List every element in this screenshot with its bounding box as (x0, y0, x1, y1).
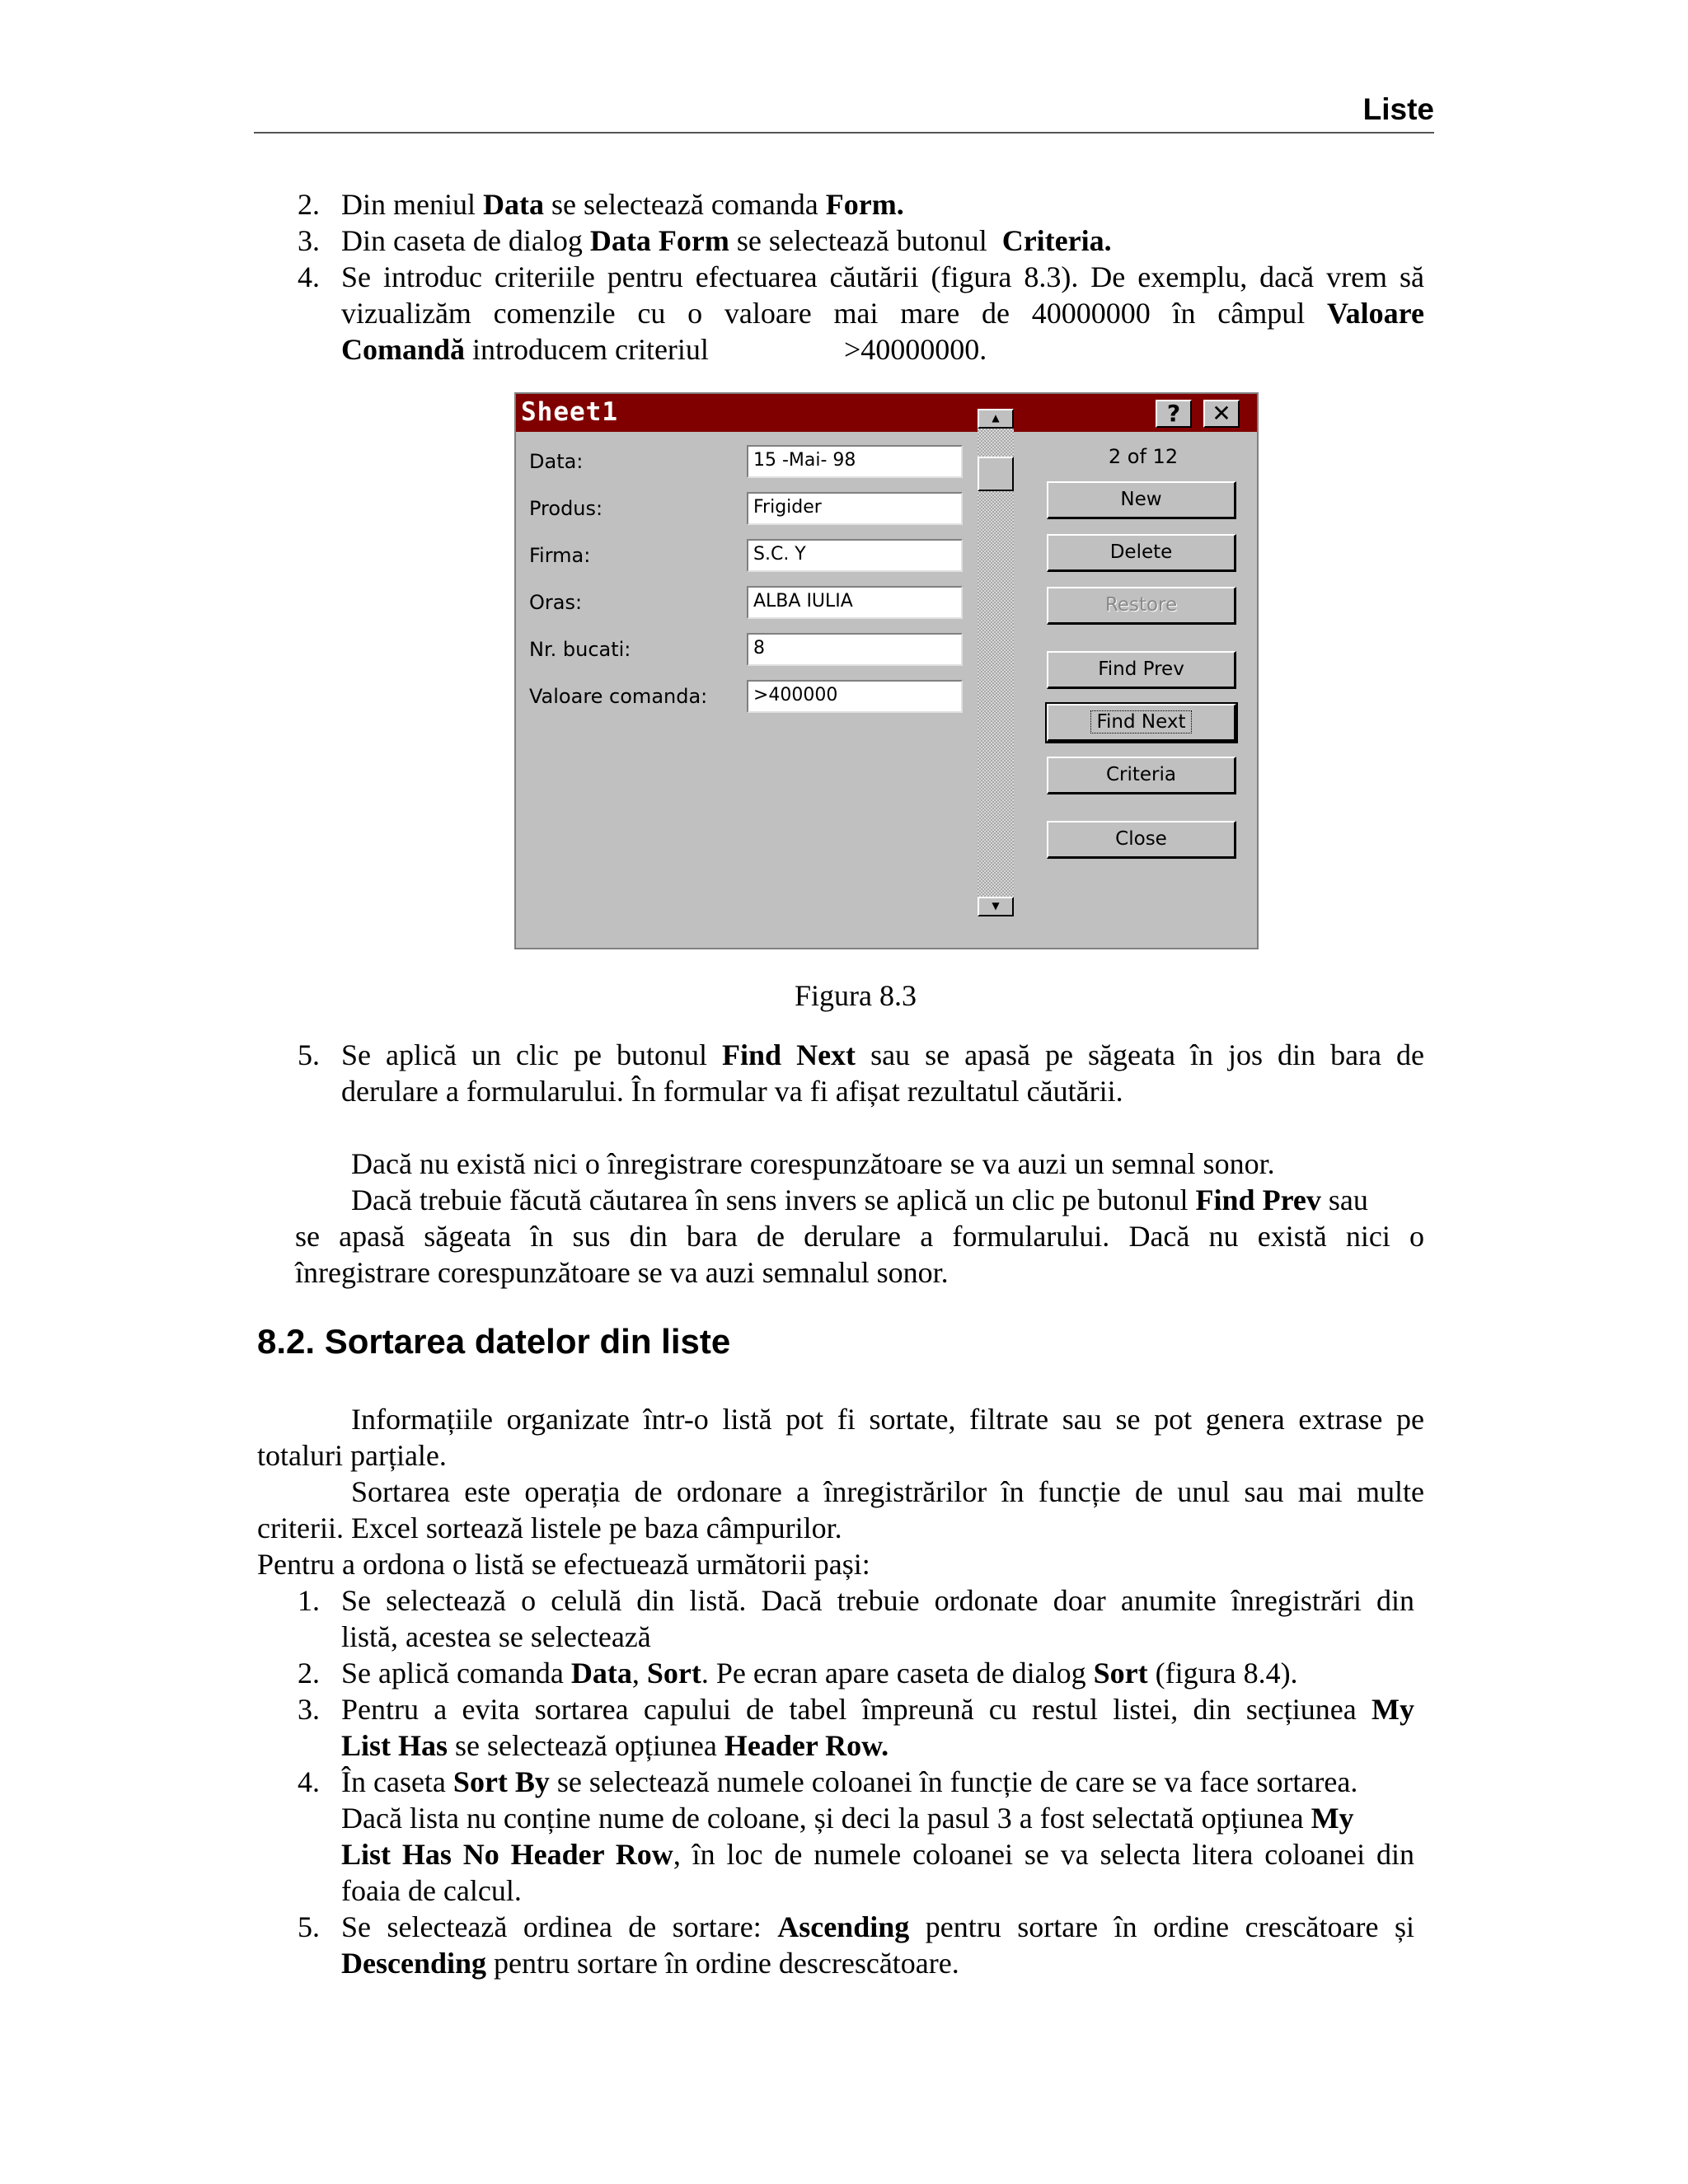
step-number: 4. (298, 260, 320, 293)
paragraph: Pentru a ordona o listă se efectuează următorii pași: (257, 1548, 870, 1581)
step-text: foaia de calcul. (341, 1874, 522, 1907)
close-icon[interactable]: ✕ (1203, 400, 1240, 428)
section-heading: 8.2. Sortarea datelor din liste (257, 1322, 731, 1361)
step-text: listă, acestea se selectează (341, 1620, 651, 1653)
find-next-button[interactable] (1047, 704, 1236, 742)
step-text: În caseta Sort By se selectează numele coloanei în funcție de care se va face sortarea. (341, 1765, 1358, 1798)
note-paragraph: înregistrare corespunzătoare se va auzi semnalul sonor. (295, 1256, 949, 1289)
step-text: List Has No Header Row, în loc de numele coloanei se va selecta litera coloanei din (341, 1838, 1415, 1871)
step-number: 3. (298, 224, 320, 257)
valoare-comanda-input[interactable]: >400000 (747, 680, 963, 713)
close-button[interactable]: Close (1047, 821, 1236, 859)
field-label-data: Data: (529, 450, 584, 473)
step-number: 1. (298, 1584, 320, 1617)
step-text: Se aplică comanda Data, Sort. Pe ecran apare caseta de dialog Sort (figura 8.4). (341, 1657, 1298, 1690)
step-number: 2. (298, 188, 320, 221)
find-next-label: Find Next (1090, 710, 1191, 733)
note-paragraph: Dacă nu există nici o înregistrare corespunzătoare se va auzi un semnal sonor. (351, 1147, 1275, 1180)
step-text: Pentru a evita sortarea capului de tabel împreună cu restul listei, din secțiunea My (341, 1693, 1414, 1726)
step-text: Dacă lista nu conține nume de coloane, și deci la pasul 3 a fost selectată opțiunea My (341, 1802, 1354, 1835)
firma-input[interactable]: S.C. Y (747, 539, 963, 572)
data-input[interactable]: 15 -Mai- 98 (747, 445, 963, 478)
step-number: 5. (298, 1038, 320, 1071)
step-text: List Has se selectează opțiunea Header Row. (341, 1729, 889, 1762)
step-text: vizualizăm comenzile cu o valoare mai mare de 40000000 în câmpul Valoare (341, 297, 1424, 330)
header-title: Liste (1362, 92, 1434, 126)
field-label-firma: Firma: (529, 544, 591, 567)
paragraph: Sortarea este operația de ordonare a înregistrărilor în funcție de unul sau mai multe (351, 1475, 1424, 1508)
field-label-oras: Oras: (529, 591, 583, 614)
scroll-down-button[interactable]: ▼ (978, 897, 1014, 916)
step-number: 2. (298, 1657, 320, 1690)
paragraph: totaluri parțiale. (257, 1439, 447, 1472)
record-scrollbar[interactable] (978, 409, 1014, 916)
field-label-produs: Produs: (529, 497, 603, 520)
data-form-dialog (514, 392, 1259, 949)
record-counter: 2 of 12 (1108, 445, 1179, 468)
restore-button[interactable]: Restore (1047, 587, 1236, 625)
step-text: Din caseta de dialog Data Form se selectează butonul Criteria. (341, 224, 1112, 257)
step-text: Se selectează o celulă din listă. Dacă trebuie ordonate doar anumite înregistrări din (341, 1584, 1414, 1617)
nr-bucati-input[interactable]: 8 (747, 633, 963, 666)
oras-input[interactable]: ALBA IULIA (747, 586, 963, 619)
note-paragraph: Dacă trebuie făcută căutarea în sens invers se aplică un clic pe butonul Find Prev sau (351, 1183, 1368, 1216)
step-text: Se aplică un clic pe butonul Find Next sau se apasă pe săgeata în jos din bara de (341, 1038, 1425, 1071)
step-text: Se selectează ordinea de sortare: Ascending pentru sortare în ordine crescătoare și (341, 1910, 1414, 1943)
find-prev-button[interactable]: Find Prev (1047, 651, 1236, 689)
note-paragraph: se apasă săgeata în sus din bara de derulare a formularului. Dacă nu există nici o (295, 1220, 1424, 1253)
step-text: Comandă introducem criteriul (341, 333, 709, 366)
step-number: 4. (298, 1765, 320, 1798)
help-button[interactable]: ? (1156, 400, 1192, 428)
step-text: derulare a formularului. În formular va fi afișat rezultatul căutării. (341, 1075, 1123, 1108)
step-text: Din meniul Data se selectează comanda Form. (341, 188, 904, 221)
criteria-button[interactable]: Criteria (1047, 757, 1236, 794)
dialog-title: Sheet1 (521, 397, 618, 427)
paragraph: criterii. Excel sortează listele pe baza câmpurilor. (257, 1511, 842, 1544)
step-number: 3. (298, 1693, 320, 1726)
step-number: 5. (298, 1910, 320, 1943)
running-header (254, 89, 1434, 134)
step-text: Se introduc criteriile pentru efectuarea căutării (figura 8.3). De exemplu, dacă vrem să (341, 260, 1424, 293)
dialog-titlebar (516, 394, 1257, 432)
paragraph: Informațiile organizate într-o listă pot fi sortate, filtrate sau se pot genera extrase pe (351, 1403, 1424, 1436)
scroll-thumb[interactable] (978, 457, 1014, 491)
step-text: Descending pentru sortare în ordine descrescătoare. (341, 1947, 959, 1980)
field-label-nr-bucati: Nr. bucati: (529, 638, 631, 661)
delete-button[interactable]: Delete (1047, 534, 1236, 572)
figure-caption: Figura 8.3 (795, 979, 917, 1012)
criteria-value: >40000000. (844, 333, 987, 366)
field-label-valoare-comanda: Valoare comanda: (529, 685, 708, 708)
produs-input[interactable]: Frigider (747, 492, 963, 525)
new-button[interactable]: New (1047, 481, 1236, 519)
scroll-up-button[interactable]: ▲ (978, 409, 1014, 429)
